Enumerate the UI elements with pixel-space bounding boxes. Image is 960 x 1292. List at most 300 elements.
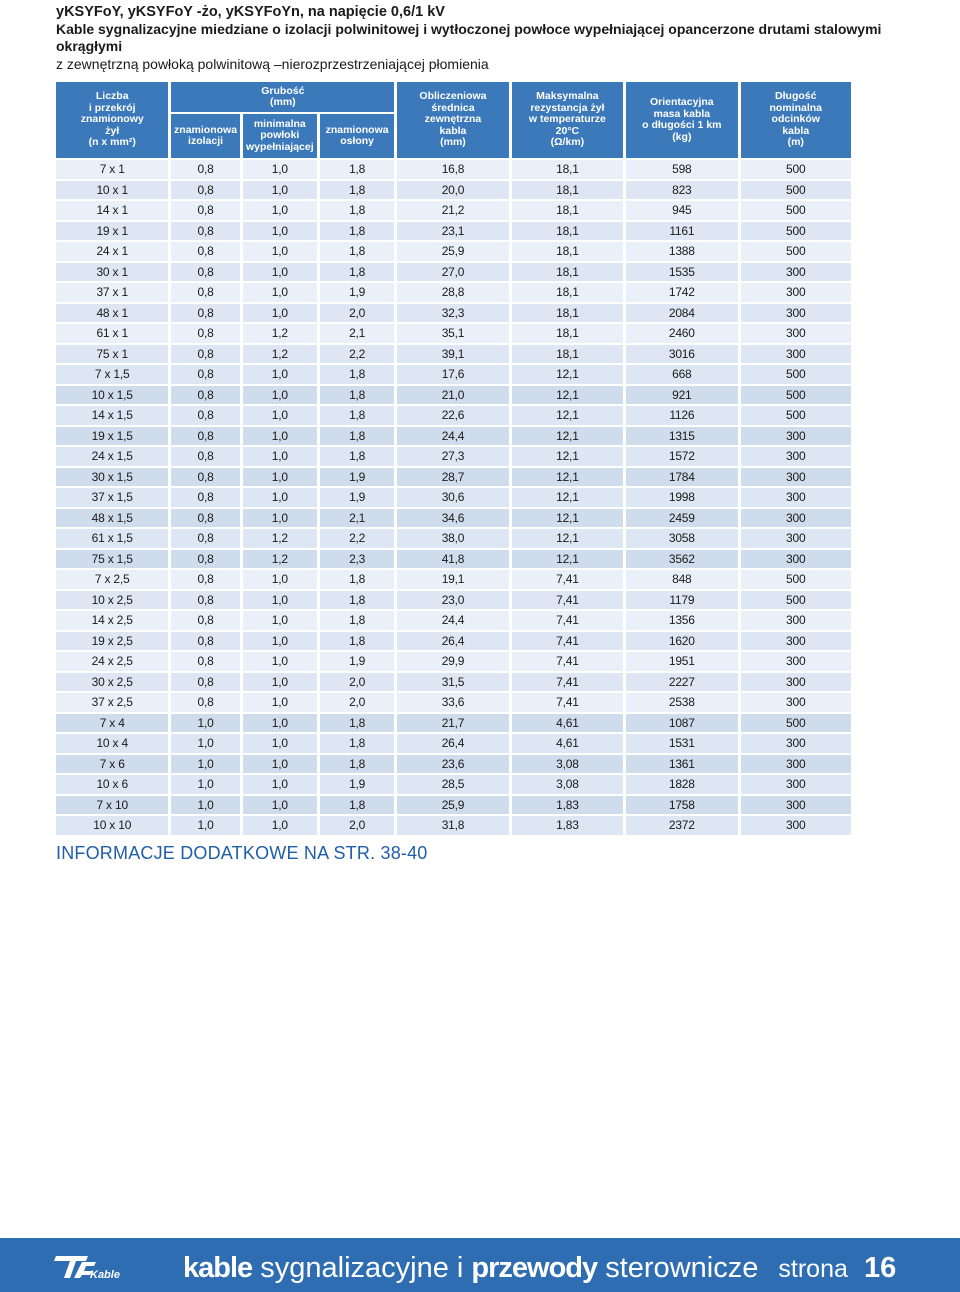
cell-sheath: 1,9 bbox=[320, 468, 394, 487]
cell-insulation: 1,0 bbox=[171, 755, 239, 774]
cell-filling: 1,0 bbox=[243, 283, 317, 302]
table-row bbox=[56, 632, 851, 651]
cell-resistance: 3,08 bbox=[512, 755, 623, 774]
cell-filling: 1,0 bbox=[243, 509, 317, 528]
cell-resistance: 18,1 bbox=[512, 283, 623, 302]
cell-diameter: 28,8 bbox=[397, 283, 508, 302]
cell-conductors: 24 x 2,5 bbox=[56, 652, 168, 671]
cell-diameter: 27,3 bbox=[397, 447, 508, 466]
cell-resistance: 12,1 bbox=[512, 509, 623, 528]
cell-diameter: 25,9 bbox=[397, 796, 508, 815]
cell-conductors: 10 x 2,5 bbox=[56, 591, 168, 610]
cell-conductors: 14 x 2,5 bbox=[56, 611, 168, 630]
product-description-line-2: z zewnętrzną powłoką polwinitową –nierozprzestrzeniającej płomienia bbox=[56, 56, 489, 72]
cell-mass: 1531 bbox=[626, 734, 737, 753]
cell-sheath: 2,0 bbox=[320, 673, 394, 692]
cell-filling: 1,0 bbox=[243, 714, 317, 733]
cell-resistance: 7,41 bbox=[512, 611, 623, 630]
table-row bbox=[56, 693, 851, 712]
cell-insulation: 0,8 bbox=[171, 611, 239, 630]
cable-spec-table bbox=[53, 80, 854, 837]
table-row bbox=[56, 796, 851, 815]
cell-sheath: 1,9 bbox=[320, 652, 394, 671]
cell-length: 500 bbox=[741, 365, 851, 384]
cell-filling: 1,0 bbox=[243, 755, 317, 774]
cell-filling: 1,0 bbox=[243, 365, 317, 384]
cell-sheath: 1,8 bbox=[320, 201, 394, 220]
cell-mass: 921 bbox=[626, 386, 737, 405]
cell-filling: 1,0 bbox=[243, 611, 317, 630]
cell-length: 300 bbox=[741, 796, 851, 815]
cell-resistance: 12,1 bbox=[512, 488, 623, 507]
cell-length: 300 bbox=[741, 673, 851, 692]
cell-length: 300 bbox=[741, 345, 851, 364]
cell-conductors: 24 x 1,5 bbox=[56, 447, 168, 466]
table-row bbox=[56, 263, 851, 282]
cell-mass: 1356 bbox=[626, 611, 737, 630]
cell-sheath: 1,8 bbox=[320, 570, 394, 589]
cell-length: 300 bbox=[741, 509, 851, 528]
cell-mass: 3562 bbox=[626, 550, 737, 569]
cell-diameter: 34,6 bbox=[397, 509, 508, 528]
additional-info-note: INFORMACJE DODATKOWE NA STR. 38-40 bbox=[56, 843, 428, 863]
cell-mass: 2459 bbox=[626, 509, 737, 528]
cell-conductors: 7 x 1 bbox=[56, 160, 168, 179]
cell-conductors: 10 x 1,5 bbox=[56, 386, 168, 405]
cell-mass: 1179 bbox=[626, 591, 737, 610]
cell-insulation: 0,8 bbox=[171, 550, 239, 569]
table-row bbox=[56, 222, 851, 241]
cell-resistance: 18,1 bbox=[512, 160, 623, 179]
cell-resistance: 12,1 bbox=[512, 550, 623, 569]
cell-conductors: 10 x 1 bbox=[56, 181, 168, 200]
cell-insulation: 0,8 bbox=[171, 447, 239, 466]
cell-insulation: 0,8 bbox=[171, 673, 239, 692]
table-row bbox=[56, 734, 851, 753]
cell-sheath: 1,8 bbox=[320, 386, 394, 405]
cell-conductors: 37 x 1 bbox=[56, 283, 168, 302]
table-row bbox=[56, 550, 851, 569]
cell-insulation: 0,8 bbox=[171, 632, 239, 651]
cell-insulation: 0,8 bbox=[171, 222, 239, 241]
cell-length: 300 bbox=[741, 755, 851, 774]
cell-resistance: 7,41 bbox=[512, 632, 623, 651]
cell-diameter: 30,6 bbox=[397, 488, 508, 507]
cell-diameter: 24,4 bbox=[397, 427, 508, 446]
page-header bbox=[56, 4, 916, 73]
cell-conductors: 24 x 1 bbox=[56, 242, 168, 261]
cell-length: 300 bbox=[741, 304, 851, 323]
cell-sheath: 1,8 bbox=[320, 632, 394, 651]
cell-resistance: 4,61 bbox=[512, 714, 623, 733]
product-title: yKSYFoY, yKSYFoY -żo, yKSYFoYn, na napięcie 0,6/1 kV bbox=[56, 4, 445, 20]
cell-diameter: 38,0 bbox=[397, 529, 508, 548]
table-row bbox=[56, 652, 851, 671]
cell-length: 500 bbox=[741, 406, 851, 425]
cell-filling: 1,2 bbox=[243, 529, 317, 548]
cell-mass: 2084 bbox=[626, 304, 737, 323]
cell-resistance: 1,83 bbox=[512, 796, 623, 815]
cell-conductors: 30 x 1 bbox=[56, 263, 168, 282]
cell-resistance: 18,1 bbox=[512, 181, 623, 200]
cell-conductors: 10 x 6 bbox=[56, 775, 168, 794]
cell-insulation: 0,8 bbox=[171, 304, 239, 323]
cell-insulation: 1,0 bbox=[171, 714, 239, 733]
cell-conductors: 30 x 1,5 bbox=[56, 468, 168, 487]
cell-sheath: 1,8 bbox=[320, 796, 394, 815]
cell-diameter: 28,7 bbox=[397, 468, 508, 487]
header-powloki: minimalna powłoki wypełniającej bbox=[243, 114, 317, 158]
cell-diameter: 33,6 bbox=[397, 693, 508, 712]
header-liczba: Liczba i przekrój znamionowy żył (n x mm²) bbox=[56, 82, 168, 158]
cell-length: 300 bbox=[741, 550, 851, 569]
cell-length: 500 bbox=[741, 242, 851, 261]
cell-resistance: 18,1 bbox=[512, 304, 623, 323]
table-row bbox=[56, 611, 851, 630]
cell-conductors: 75 x 1 bbox=[56, 345, 168, 364]
footer-word-sygnalizacyjne: sygnalizacyjne i bbox=[260, 1252, 464, 1284]
cell-insulation: 0,8 bbox=[171, 242, 239, 261]
cell-insulation: 0,8 bbox=[171, 181, 239, 200]
cell-insulation: 0,8 bbox=[171, 652, 239, 671]
cell-insulation: 1,0 bbox=[171, 796, 239, 815]
cell-mass: 668 bbox=[626, 365, 737, 384]
cell-conductors: 7 x 10 bbox=[56, 796, 168, 815]
cell-filling: 1,2 bbox=[243, 550, 317, 569]
cell-filling: 1,0 bbox=[243, 222, 317, 241]
table-row bbox=[56, 283, 851, 302]
header-dlugosc: Długość nominalna odcinków kabla (m) bbox=[741, 82, 851, 158]
cell-length: 300 bbox=[741, 468, 851, 487]
cell-diameter: 26,4 bbox=[397, 632, 508, 651]
cell-sheath: 2,1 bbox=[320, 509, 394, 528]
table-row bbox=[56, 386, 851, 405]
table-row bbox=[56, 488, 851, 507]
cell-resistance: 12,1 bbox=[512, 427, 623, 446]
table-row bbox=[56, 591, 851, 610]
table-row bbox=[56, 304, 851, 323]
cell-insulation: 0,8 bbox=[171, 591, 239, 610]
cell-mass: 1087 bbox=[626, 714, 737, 733]
cell-filling: 1,0 bbox=[243, 816, 317, 835]
header-izolacji: znamionowa izolacji bbox=[171, 114, 239, 158]
cell-insulation: 1,0 bbox=[171, 775, 239, 794]
cell-resistance: 3,08 bbox=[512, 775, 623, 794]
cell-insulation: 1,0 bbox=[171, 734, 239, 753]
cell-conductors: 37 x 2,5 bbox=[56, 693, 168, 712]
table-row bbox=[56, 160, 851, 179]
footer-slogan bbox=[183, 1248, 896, 1288]
cell-insulation: 0,8 bbox=[171, 386, 239, 405]
cell-resistance: 18,1 bbox=[512, 201, 623, 220]
cell-filling: 1,0 bbox=[243, 427, 317, 446]
cell-length: 300 bbox=[741, 283, 851, 302]
cell-length: 500 bbox=[741, 201, 851, 220]
cell-conductors: 48 x 1,5 bbox=[56, 509, 168, 528]
cell-resistance: 7,41 bbox=[512, 652, 623, 671]
cell-sheath: 1,9 bbox=[320, 488, 394, 507]
cell-sheath: 2,2 bbox=[320, 529, 394, 548]
cell-sheath: 1,8 bbox=[320, 734, 394, 753]
cell-length: 500 bbox=[741, 570, 851, 589]
table-row bbox=[56, 427, 851, 446]
cell-mass: 1535 bbox=[626, 263, 737, 282]
header-oslony: znamionowa osłony bbox=[320, 114, 394, 158]
table-row bbox=[56, 570, 851, 589]
table-row bbox=[56, 447, 851, 466]
cell-conductors: 19 x 2,5 bbox=[56, 632, 168, 651]
cell-mass: 945 bbox=[626, 201, 737, 220]
cell-conductors: 61 x 1 bbox=[56, 324, 168, 343]
cell-length: 300 bbox=[741, 775, 851, 794]
cell-diameter: 22,6 bbox=[397, 406, 508, 425]
cell-diameter: 21,7 bbox=[397, 714, 508, 733]
cell-length: 300 bbox=[741, 447, 851, 466]
cell-sheath: 1,8 bbox=[320, 181, 394, 200]
cell-filling: 1,0 bbox=[243, 796, 317, 815]
cell-insulation: 0,8 bbox=[171, 345, 239, 364]
cell-mass: 1998 bbox=[626, 488, 737, 507]
cell-sheath: 1,8 bbox=[320, 447, 394, 466]
cell-length: 300 bbox=[741, 529, 851, 548]
cell-sheath: 2,0 bbox=[320, 304, 394, 323]
cell-filling: 1,0 bbox=[243, 242, 317, 261]
cell-filling: 1,0 bbox=[243, 468, 317, 487]
table-row bbox=[56, 673, 851, 692]
cell-diameter: 17,6 bbox=[397, 365, 508, 384]
page-number: 16 bbox=[863, 1252, 897, 1284]
cell-mass: 1742 bbox=[626, 283, 737, 302]
cell-length: 500 bbox=[741, 386, 851, 405]
cell-length: 300 bbox=[741, 693, 851, 712]
cell-mass: 2227 bbox=[626, 673, 737, 692]
cell-insulation: 0,8 bbox=[171, 324, 239, 343]
cell-sheath: 1,8 bbox=[320, 714, 394, 733]
cell-conductors: 19 x 1 bbox=[56, 222, 168, 241]
cell-conductors: 37 x 1,5 bbox=[56, 488, 168, 507]
cell-filling: 1,0 bbox=[243, 201, 317, 220]
cell-diameter: 27,0 bbox=[397, 263, 508, 282]
cell-diameter: 28,5 bbox=[397, 775, 508, 794]
cell-conductors: 14 x 1,5 bbox=[56, 406, 168, 425]
cell-filling: 1,0 bbox=[243, 632, 317, 651]
cell-resistance: 12,1 bbox=[512, 529, 623, 548]
cell-conductors: 7 x 2,5 bbox=[56, 570, 168, 589]
cell-mass: 1361 bbox=[626, 755, 737, 774]
cell-filling: 1,2 bbox=[243, 345, 317, 364]
cell-length: 300 bbox=[741, 611, 851, 630]
cell-length: 300 bbox=[741, 632, 851, 651]
cell-diameter: 24,4 bbox=[397, 611, 508, 630]
cell-length: 500 bbox=[741, 591, 851, 610]
table-row bbox=[56, 468, 851, 487]
cell-insulation: 1,0 bbox=[171, 816, 239, 835]
table-row bbox=[56, 406, 851, 425]
cell-sheath: 1,8 bbox=[320, 222, 394, 241]
cell-conductors: 10 x 10 bbox=[56, 816, 168, 835]
product-description-line-1: Kable sygnalizacyjne miedziane o izolacji polwinitowej i wytłoczonej powłoce wypełniającej opancerzone drutami stalowymi okrągłymi bbox=[56, 21, 882, 54]
cell-length: 300 bbox=[741, 263, 851, 282]
table-row bbox=[56, 365, 851, 384]
cell-insulation: 0,8 bbox=[171, 570, 239, 589]
cell-length: 300 bbox=[741, 488, 851, 507]
cell-length: 300 bbox=[741, 734, 851, 753]
cell-mass: 848 bbox=[626, 570, 737, 589]
cell-sheath: 2,1 bbox=[320, 324, 394, 343]
cell-sheath: 2,3 bbox=[320, 550, 394, 569]
cell-sheath: 1,8 bbox=[320, 611, 394, 630]
cell-conductors: 48 x 1 bbox=[56, 304, 168, 323]
cell-filling: 1,0 bbox=[243, 406, 317, 425]
cell-insulation: 0,8 bbox=[171, 693, 239, 712]
cell-sheath: 1,8 bbox=[320, 427, 394, 446]
table-row bbox=[56, 242, 851, 261]
cell-insulation: 0,8 bbox=[171, 201, 239, 220]
cell-conductors: 75 x 1,5 bbox=[56, 550, 168, 569]
cell-filling: 1,0 bbox=[243, 673, 317, 692]
cell-insulation: 0,8 bbox=[171, 468, 239, 487]
cell-diameter: 25,9 bbox=[397, 242, 508, 261]
svg-text:Kable: Kable bbox=[90, 1269, 120, 1281]
cell-sheath: 1,8 bbox=[320, 406, 394, 425]
footer-bar bbox=[0, 1238, 960, 1292]
cell-conductors: 61 x 1,5 bbox=[56, 529, 168, 548]
cell-sheath: 2,0 bbox=[320, 693, 394, 712]
cell-filling: 1,0 bbox=[243, 160, 317, 179]
cell-diameter: 41,8 bbox=[397, 550, 508, 569]
cell-diameter: 29,9 bbox=[397, 652, 508, 671]
table-row bbox=[56, 529, 851, 548]
cell-resistance: 12,1 bbox=[512, 365, 623, 384]
cell-resistance: 18,1 bbox=[512, 242, 623, 261]
cell-resistance: 12,1 bbox=[512, 447, 623, 466]
cell-insulation: 0,8 bbox=[171, 427, 239, 446]
table-row bbox=[56, 345, 851, 364]
cell-resistance: 18,1 bbox=[512, 324, 623, 343]
cell-diameter: 21,0 bbox=[397, 386, 508, 405]
table-row bbox=[56, 816, 851, 835]
cell-sheath: 1,9 bbox=[320, 283, 394, 302]
cell-mass: 3016 bbox=[626, 345, 737, 364]
cell-filling: 1,0 bbox=[243, 591, 317, 610]
cell-mass: 1315 bbox=[626, 427, 737, 446]
table-row bbox=[56, 201, 851, 220]
footer-word-sterownicze: sterownicze bbox=[605, 1252, 759, 1284]
cell-insulation: 0,8 bbox=[171, 406, 239, 425]
cell-mass: 1758 bbox=[626, 796, 737, 815]
table-row bbox=[56, 714, 851, 733]
header-srednica: Obliczeniowa średnica zewnętrzna kabla (mm) bbox=[397, 82, 508, 158]
cell-insulation: 0,8 bbox=[171, 263, 239, 282]
cell-diameter: 31,8 bbox=[397, 816, 508, 835]
cell-insulation: 0,8 bbox=[171, 488, 239, 507]
cell-sheath: 1,8 bbox=[320, 365, 394, 384]
cell-sheath: 1,9 bbox=[320, 775, 394, 794]
cell-sheath: 1,8 bbox=[320, 160, 394, 179]
cell-length: 300 bbox=[741, 324, 851, 343]
cell-diameter: 21,2 bbox=[397, 201, 508, 220]
cell-length: 500 bbox=[741, 714, 851, 733]
cell-filling: 1,0 bbox=[243, 693, 317, 712]
cell-mass: 2538 bbox=[626, 693, 737, 712]
cell-length: 300 bbox=[741, 652, 851, 671]
cell-insulation: 0,8 bbox=[171, 529, 239, 548]
footer-word-kable: kable bbox=[183, 1252, 253, 1284]
cell-mass: 3058 bbox=[626, 529, 737, 548]
cell-sheath: 1,8 bbox=[320, 263, 394, 282]
cell-mass: 1572 bbox=[626, 447, 737, 466]
cell-conductors: 7 x 6 bbox=[56, 755, 168, 774]
cell-filling: 1,0 bbox=[243, 652, 317, 671]
cell-mass: 1951 bbox=[626, 652, 737, 671]
cell-sheath: 1,8 bbox=[320, 242, 394, 261]
cell-filling: 1,0 bbox=[243, 386, 317, 405]
cell-mass: 1126 bbox=[626, 406, 737, 425]
cell-mass: 1620 bbox=[626, 632, 737, 651]
cell-resistance: 12,1 bbox=[512, 406, 623, 425]
cell-filling: 1,0 bbox=[243, 570, 317, 589]
header-rezystancja: Maksymalna rezystancja żył w temperaturze 20°C (Ω/km) bbox=[512, 82, 623, 158]
cell-conductors: 10 x 4 bbox=[56, 734, 168, 753]
cell-filling: 1,0 bbox=[243, 181, 317, 200]
cell-mass: 2372 bbox=[626, 816, 737, 835]
cell-mass: 2460 bbox=[626, 324, 737, 343]
cell-insulation: 0,8 bbox=[171, 160, 239, 179]
table-row bbox=[56, 324, 851, 343]
cell-diameter: 35,1 bbox=[397, 324, 508, 343]
cell-resistance: 4,61 bbox=[512, 734, 623, 753]
cell-length: 300 bbox=[741, 816, 851, 835]
cell-filling: 1,0 bbox=[243, 304, 317, 323]
cell-diameter: 26,4 bbox=[397, 734, 508, 753]
cell-sheath: 1,8 bbox=[320, 591, 394, 610]
cell-mass: 823 bbox=[626, 181, 737, 200]
cell-length: 500 bbox=[741, 160, 851, 179]
cell-resistance: 12,1 bbox=[512, 386, 623, 405]
table-row bbox=[56, 755, 851, 774]
cell-filling: 1,0 bbox=[243, 263, 317, 282]
cell-sheath: 1,8 bbox=[320, 755, 394, 774]
cell-resistance: 7,41 bbox=[512, 591, 623, 610]
cell-filling: 1,0 bbox=[243, 775, 317, 794]
cell-insulation: 0,8 bbox=[171, 283, 239, 302]
header-grubosc: Grubość (mm) bbox=[171, 82, 394, 112]
footer-word-przewody: przewody bbox=[471, 1252, 598, 1284]
cell-sheath: 2,0 bbox=[320, 816, 394, 835]
cell-diameter: 31,5 bbox=[397, 673, 508, 692]
cell-diameter: 23,6 bbox=[397, 755, 508, 774]
cell-mass: 1161 bbox=[626, 222, 737, 241]
cell-resistance: 7,41 bbox=[512, 570, 623, 589]
cell-conductors: 14 x 1 bbox=[56, 201, 168, 220]
table-row bbox=[56, 181, 851, 200]
header-masa: Orientacyjna masa kabla o długości 1 km (kg) bbox=[626, 82, 737, 158]
cell-resistance: 18,1 bbox=[512, 263, 623, 282]
cell-length: 500 bbox=[741, 181, 851, 200]
tf-kable-logo bbox=[52, 1250, 122, 1282]
cell-filling: 1,0 bbox=[243, 734, 317, 753]
cell-sheath: 2,2 bbox=[320, 345, 394, 364]
cell-resistance: 18,1 bbox=[512, 222, 623, 241]
cell-resistance: 18,1 bbox=[512, 345, 623, 364]
cell-filling: 1,2 bbox=[243, 324, 317, 343]
cell-conductors: 7 x 1,5 bbox=[56, 365, 168, 384]
cell-resistance: 12,1 bbox=[512, 468, 623, 487]
cell-resistance: 7,41 bbox=[512, 673, 623, 692]
cell-diameter: 19,1 bbox=[397, 570, 508, 589]
cell-mass: 598 bbox=[626, 160, 737, 179]
table-row bbox=[56, 509, 851, 528]
